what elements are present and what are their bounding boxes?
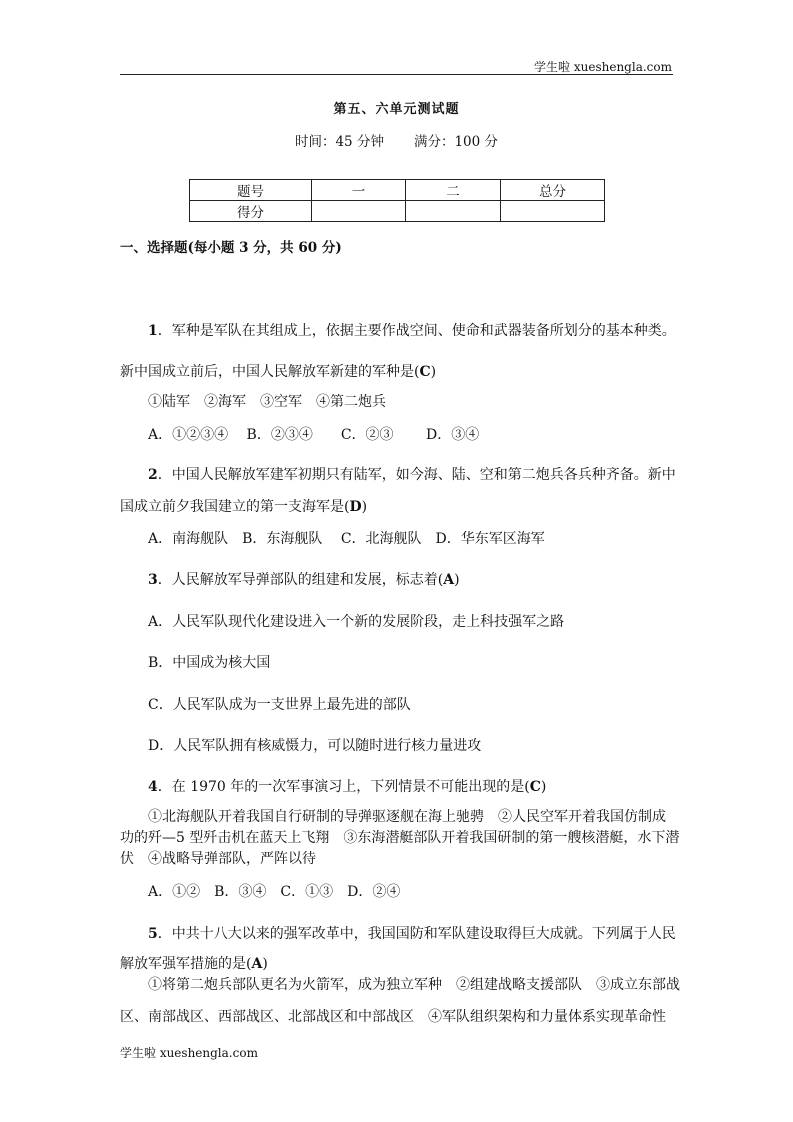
header-site: 学生啦 xueshengla.com <box>534 60 672 74</box>
score-row-label: 得分 <box>190 201 312 222</box>
score-header-cell: 总分 <box>501 180 605 201</box>
question-3-answer: A <box>443 572 455 588</box>
question-3-option-b: B．中国成为核大国 <box>148 655 271 671</box>
score-cell <box>406 201 501 222</box>
question-5-stem-cont: 解放军强军措施的是(A) <box>120 956 268 972</box>
question-4-answer: C <box>529 779 541 795</box>
question-4-items-line1: ①北海舰队开着我国自行研制的导弹驱逐舰在海上驰骋 ②人民空军开着我国仿制成 <box>148 809 666 825</box>
question-1-items: ①陆军 ②海军 ③空军 ④第二炮兵 <box>148 394 386 410</box>
question-5-answer: A <box>251 956 263 972</box>
question-3-option-d: D．人民军队拥有核威慑力，可以随时进行核力量进攻 <box>148 738 482 754</box>
score-header-cell: 一 <box>312 180 406 201</box>
question-4-stem: 4．在 1970 年的一次军事演习上，下列情景不可能出现的是(C) <box>148 779 547 795</box>
question-1-options: A．①②③④ B．②③④ C．②③ D．③④ <box>148 427 480 443</box>
question-4-items-line2: 功的歼—5 型歼击机在蓝天上飞翔 ③东海潜艇部队开着我国研制的第一艘核潜艇，水下潜 <box>120 830 680 846</box>
score-table-header-row <box>190 180 605 201</box>
exam-time: 时间：45 分钟 <box>294 134 384 150</box>
question-2-stem-cont: 国成立前夕我国建立的第一支海军是(D) <box>120 499 368 515</box>
score-cell <box>501 201 605 222</box>
question-5-stem: 5．中共十八大以来的强军改革中，我国国防和军队建设取得巨大成就。下列属于人民 <box>148 926 676 942</box>
page-title: 第五、六单元测试题 <box>333 102 460 117</box>
question-5-items-line1: ①将第二炮兵部队更名为火箭军，成为独立军种 ②组建战略支援部队 ③成立东部战 <box>148 977 680 993</box>
question-1-stem: 1．军种是军队在其组成上，依据主要作战空间、使命和武器装备所划分的基本种类。 <box>148 323 676 339</box>
question-2-stem: 2．中国人民解放军建军初期只有陆军，如今海、陆、空和第二炮兵各兵种齐备。新中 <box>148 467 676 483</box>
exam-full-score: 满分：100 分 <box>413 134 499 150</box>
score-header-cell: 题号 <box>190 180 312 201</box>
question-3-stem: 3．人民解放军导弹部队的组建和发展，标志着(A) <box>148 572 460 588</box>
question-4-options: A．①② B．③④ C．①③ D．②④ <box>148 884 401 900</box>
score-table <box>189 179 605 222</box>
exam-meta <box>0 130 793 150</box>
footer-site: 学生啦 xueshengla.com <box>120 1046 258 1060</box>
question-3-option-c: C．人民军队成为一支世界上最先进的部队 <box>148 697 411 713</box>
question-2-answer: D <box>349 499 362 515</box>
header-rule <box>120 74 673 75</box>
score-header-cell: 二 <box>406 180 501 201</box>
question-1-answer: C <box>419 364 431 380</box>
question-3-option-a: A．人民军队现代化建设进入一个新的发展阶段，走上科技强军之路 <box>148 614 565 630</box>
question-5-items-line2: 区、南部战区、西部战区、北部战区和中部战区 ④军队组织架构和力量体系实现革命性 <box>120 1009 666 1025</box>
question-2-options: A．南海舰队 B．东海舰队 C．北海舰队 D．华东军区海军 <box>148 531 545 547</box>
question-1-stem-cont: 新中国成立前后，中国人民解放军新建的军种是(C) <box>120 364 437 380</box>
score-cell <box>312 201 406 222</box>
score-table-score-row <box>190 201 605 222</box>
section-heading: 一、选择题(每小题 3 分，共 60 分) <box>120 240 342 256</box>
question-4-items-line3: 伏 ④战略导弹部队，严阵以待 <box>120 851 316 867</box>
